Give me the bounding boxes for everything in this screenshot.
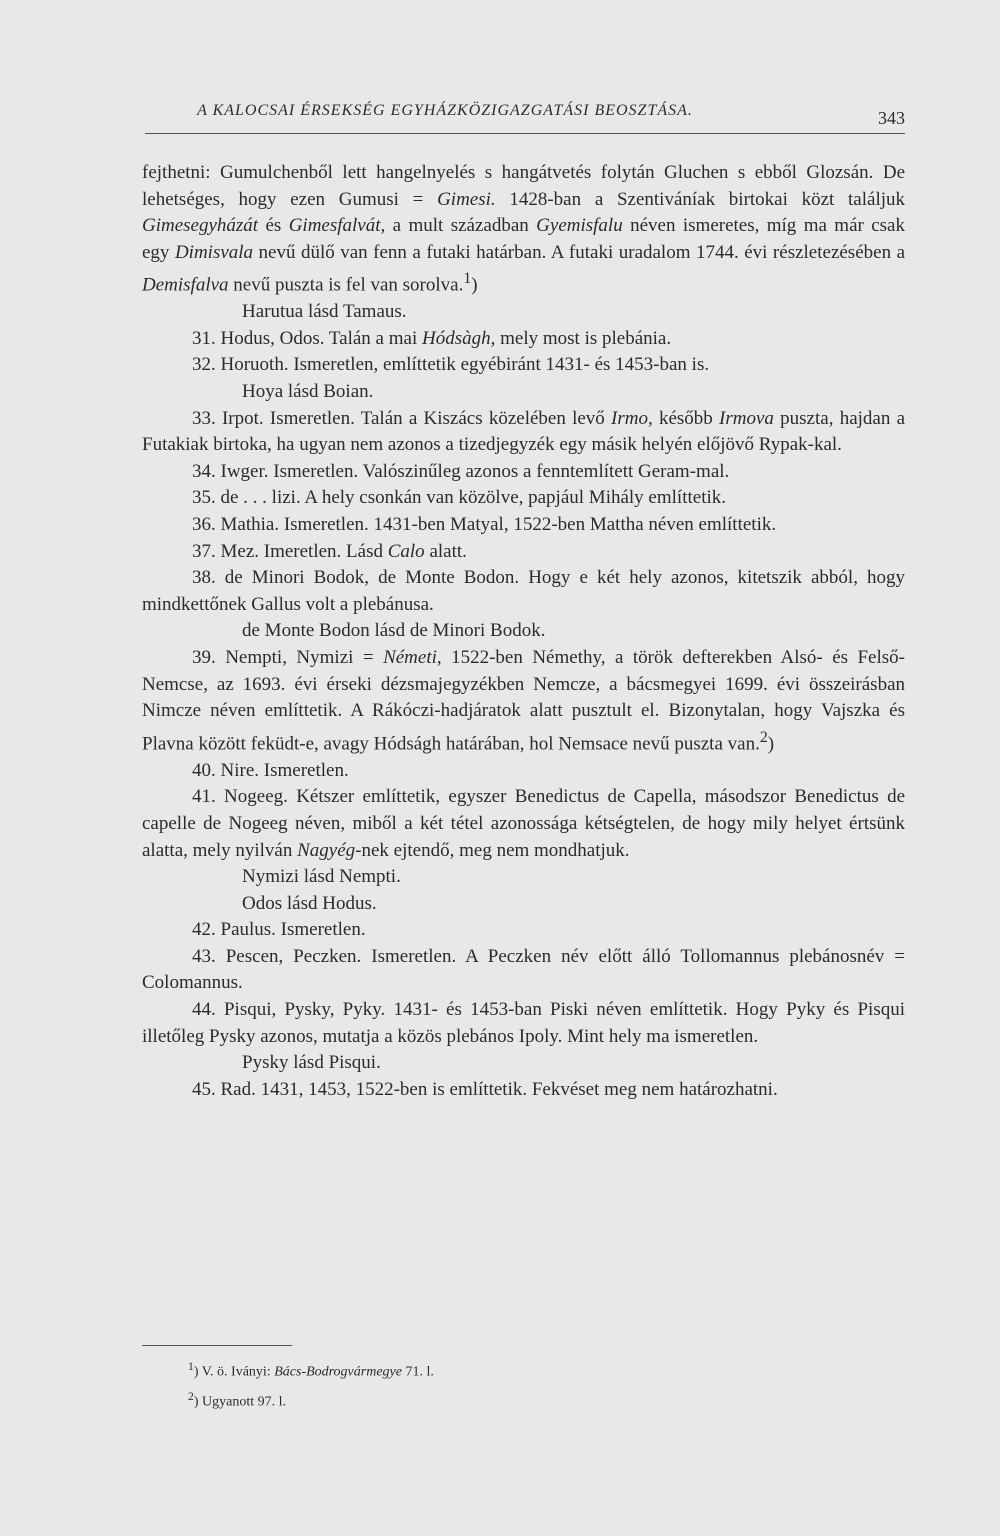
text-run: ) (767, 733, 775, 755)
text-run: fejthetni: Gumulchenből lett hangelnyelés s hangátvetés folytán Gluchen s ebből Glozsán. De lehetséges, hogy ezen Gumusi = (142, 162, 905, 210)
text-run: és (258, 215, 289, 237)
paragraph (142, 618, 905, 645)
text-run: 39. Nempti, Nymizi = (192, 647, 384, 669)
paragraph (142, 997, 905, 1050)
header-rule (145, 133, 905, 134)
italic-text: Gimesi. (437, 188, 496, 210)
text-run: a mult században (385, 215, 537, 237)
paragraph (142, 864, 905, 891)
italic-text: Bács-Bodrogvármegye (274, 1364, 402, 1380)
text-run: ) V. ö. Iványi: (193, 1364, 275, 1380)
text-run: 40. Nire. Ismeretlen. (192, 759, 349, 781)
paragraph (142, 539, 905, 566)
footnote-rule (142, 1345, 292, 1346)
text-run: 36. Mathia. Ismeretlen. 1431-ben Matyal, 1522-ben Mattha néven említtetik. (192, 514, 777, 536)
text-run: ) Ugyanott 97. l. (193, 1394, 286, 1410)
paragraph (142, 891, 905, 918)
paragraph (142, 784, 905, 864)
text-run: Harutua lásd Tamaus. (242, 301, 407, 323)
text-run: 45. Rad. 1431, 1453, 1522-ben is említtetik. Fekvéset meg nem határozhatni. (192, 1078, 778, 1100)
text-run: 1522-ben Némethy, a török defterekben Alsó- és Felső-Nemcse, az 1693. évi érseki dézsmajegyzékben Nemcze, a bácsmegyei 1699. évi összeirásban Nimcze néven említtetik. A Rákóczi-hadjáratok alatt pusztult el. Bizonytalan, hogy Vajszka és Plavna között feküdt-e, avagy Hódságh határában, hol Nemsace nevű puszta van. (142, 647, 905, 755)
paragraph (142, 379, 905, 406)
italic-text: Gimesfalvát, (288, 215, 386, 237)
footnotes (188, 1355, 434, 1414)
text-run: ) (471, 274, 478, 296)
footnote-ref: 2 (759, 728, 768, 746)
italic-text: Irmova (719, 407, 774, 429)
text-run: -nek ejtendő, meg nem mondhatjuk. (355, 839, 630, 861)
paragraph (142, 485, 905, 512)
italic-text: Irmo, (611, 407, 653, 429)
paragraph (142, 299, 905, 326)
header-title: A KALOCSAI ÉRSEKSÉG EGYHÁZKÖZIGAZGATÁSI BEOSZTÁSA. (197, 102, 693, 119)
text-run: 43. Pescen, Peczken. Ismeretlen. A Peczken név előtt álló Tollomannus plebánosnév = Colomannus. (142, 945, 905, 994)
paragraph (142, 459, 905, 486)
italic-text: Dimisvala (174, 241, 254, 263)
text-run: Pysky lásd Pisqui. (242, 1052, 381, 1074)
text-run: 33. Irpot. Ismeretlen. Talán a Kiszács közelében levő (192, 407, 612, 429)
text-run: de Monte Bodon lásd de Minori Bodok. (242, 620, 546, 642)
text-run: 32. Horuoth. Ismeretlen, említtetik egyébiránt 1431- és 1453-ban is. (192, 354, 710, 376)
text-run: 71. l. (401, 1364, 434, 1380)
text-run: Hoya lásd Boian. (242, 381, 374, 403)
paragraph (142, 1077, 905, 1104)
text-run: 42. Paulus. Ismeretlen. (192, 919, 366, 941)
paragraph (142, 565, 905, 618)
text-run: mely most is plebánia. (495, 327, 672, 349)
text-run: puszta, hajdan a Futakiak birtoka, ha ugyan nem azonos a tizedjegyzék egy másik helyén előjövő Rypak-kal. (142, 407, 905, 456)
text-run: alatt. (424, 540, 467, 562)
paragraph (142, 406, 905, 459)
paragraph (142, 645, 905, 758)
text-run: Nymizi lásd Nempti. (242, 866, 401, 888)
running-header (145, 102, 905, 130)
paragraph (142, 160, 905, 299)
text-run: 44. Pisqui, Pysky, Pyky. 1431- és 1453-ban Piski néven említtetik. Hogy Pyky és Pisqui illetőleg Pysky azonos, mutatja a közös plebános Ipoly. Mint hely ma ismeretlen. (142, 999, 905, 1047)
paragraph (142, 944, 905, 997)
paragraph (142, 917, 905, 944)
italic-text: Németi, (383, 647, 442, 669)
footnote-ref: 2 (188, 1389, 194, 1403)
paragraph (142, 512, 905, 539)
text-run: 41. Nogeeg. Kétszer említtetik, egyszer Benedictus de Capella, másodszor Benedictus de capelle de Nogeeg néven, miből a két tétel azonossága kétségtelen, de hogy mily helyet értsünk alatta, mely nyilván (142, 786, 905, 861)
footnote (188, 1355, 434, 1385)
italic-text: Nagyég (297, 839, 356, 861)
text-run: 38. de Minori Bodok, de Monte Bodon. Hogy e két hely azonos, kitetszik abból, hogy mindkettőnek Gallus volt a plebánusa. (142, 567, 905, 615)
footnote-ref: 1 (188, 1360, 194, 1373)
text-run: később (652, 407, 720, 429)
text-run: nevű dülő van fenn a futaki határban. A futaki uradalom 1744. évi részletezésében a (253, 241, 905, 263)
text-run: 34. Iwger. Ismeretlen. Valószinűleg azonos a fenntemlített Geram-mal. (192, 460, 730, 482)
italic-text: Demisfalva (142, 274, 229, 296)
text-run: 35. de . . . lizi. A hely csonkán van közölve, papjául Mihály említtetik. (192, 487, 727, 509)
text-run: néven ismeretes, míg ma már csak egy (142, 215, 905, 263)
page-number: 343 (878, 108, 905, 128)
body-text (142, 160, 905, 1103)
italic-text: Hódsàgh, (422, 327, 496, 349)
paragraph (142, 1050, 905, 1077)
italic-text: Calo (387, 540, 425, 562)
text-run: 1428-ban a Szentiváníak birtokai közt találjuk (495, 188, 906, 210)
text-run: Odos lásd Hodus. (242, 892, 377, 914)
text-run: nevű puszta is fel van sorolva. (228, 274, 464, 296)
text-run: 37. Mez. Imeretlen. Lásd (192, 540, 388, 562)
paragraph (142, 758, 905, 785)
text-run: 31. Hodus, Odos. Talán a mai (192, 327, 422, 349)
paragraph (142, 326, 905, 353)
footnote (188, 1385, 434, 1415)
paragraph (142, 352, 905, 379)
italic-text: Gyemisfalu (536, 215, 623, 237)
footnote-ref: 1 (463, 270, 472, 288)
italic-text: Gimesegyházát (142, 215, 259, 237)
